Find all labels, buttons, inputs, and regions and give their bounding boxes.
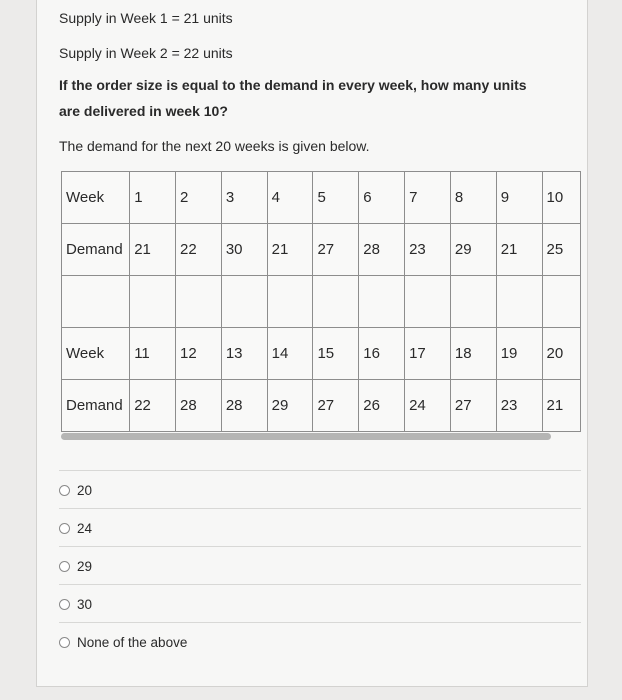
table-cell: 4 — [267, 172, 313, 224]
table-cell: 18 — [450, 328, 496, 380]
table-cell: 7 — [405, 172, 451, 224]
table-cell: 27 — [313, 380, 359, 432]
table-cell: 27 — [313, 224, 359, 276]
table-cell: 26 — [359, 380, 405, 432]
table-cell: 24 — [405, 380, 451, 432]
table-cell: 29 — [267, 380, 313, 432]
table-cell: 21 — [542, 380, 580, 432]
table-cell: 3 — [221, 172, 267, 224]
table-cell: 11 — [130, 328, 176, 380]
divider — [59, 546, 581, 547]
radio-button[interactable] — [59, 485, 70, 496]
option-20[interactable] — [59, 480, 92, 500]
table-cell: 5 — [313, 172, 359, 224]
divider — [59, 508, 581, 509]
table-cell: 16 — [359, 328, 405, 380]
divider — [59, 470, 581, 471]
table-cell — [267, 276, 313, 328]
divider — [59, 584, 581, 585]
table-cell: 12 — [176, 328, 222, 380]
table-cell: Week — [62, 328, 130, 380]
table-intro: The demand for the next 20 weeks is given below. — [59, 138, 370, 154]
table-cell: 9 — [496, 172, 542, 224]
table-row — [62, 380, 581, 432]
table-cell: 21 — [267, 224, 313, 276]
table-cell: 15 — [313, 328, 359, 380]
table-row — [62, 276, 581, 328]
table-cell: 21 — [130, 224, 176, 276]
table-cell: 27 — [450, 380, 496, 432]
table-cell: 22 — [176, 224, 222, 276]
demand-table — [61, 171, 581, 432]
table-cell: 1 — [130, 172, 176, 224]
table-cell: 25 — [542, 224, 580, 276]
table-cell: 28 — [176, 380, 222, 432]
table-cell: 28 — [359, 224, 405, 276]
table-row — [62, 172, 581, 224]
supply-week-1: Supply in Week 1 = 21 units — [59, 10, 233, 26]
supply-week-2: Supply in Week 2 = 22 units — [59, 45, 233, 61]
table-cell: 19 — [496, 328, 542, 380]
table-cell: 22 — [130, 380, 176, 432]
table-cell — [313, 276, 359, 328]
table-row — [62, 224, 581, 276]
table-cell: 20 — [542, 328, 580, 380]
question-card — [36, 0, 588, 687]
radio-button[interactable] — [59, 523, 70, 534]
option-none-of-the-above[interactable] — [59, 632, 187, 652]
option-30[interactable] — [59, 594, 92, 614]
radio-button[interactable] — [59, 561, 70, 572]
radio-button[interactable] — [59, 599, 70, 610]
table-cell — [221, 276, 267, 328]
table-cell: 23 — [405, 224, 451, 276]
table-cell: 23 — [496, 380, 542, 432]
table-cell: 30 — [221, 224, 267, 276]
question-prompt-line-2: are delivered in week 10? — [59, 103, 228, 119]
table-cell: 21 — [496, 224, 542, 276]
table-cell: 14 — [267, 328, 313, 380]
table-cell: 28 — [221, 380, 267, 432]
table-cell: Demand — [62, 224, 130, 276]
table-cell: 29 — [450, 224, 496, 276]
table-cell — [496, 276, 542, 328]
table-cell: 6 — [359, 172, 405, 224]
table-cell: 13 — [221, 328, 267, 380]
option-29[interactable] — [59, 556, 92, 576]
divider — [59, 622, 581, 623]
table-cell — [450, 276, 496, 328]
option-label: 29 — [77, 558, 93, 574]
table-cell: Demand — [62, 380, 130, 432]
table-horizontal-scrollbar[interactable] — [61, 433, 551, 440]
table-cell: 10 — [542, 172, 580, 224]
table-cell — [130, 276, 176, 328]
table-cell: Week — [62, 172, 130, 224]
option-label: 20 — [77, 482, 93, 498]
table-cell — [359, 276, 405, 328]
table-row — [62, 328, 581, 380]
radio-button[interactable] — [59, 637, 70, 648]
table-cell — [405, 276, 451, 328]
option-label: 30 — [77, 596, 93, 612]
table-cell: 2 — [176, 172, 222, 224]
table-cell — [62, 276, 130, 328]
option-24[interactable] — [59, 518, 92, 538]
question-prompt-line-1: If the order size is equal to the demand in every week, how many units — [59, 77, 527, 93]
option-label: 24 — [77, 520, 93, 536]
table-cell — [176, 276, 222, 328]
table-cell: 8 — [450, 172, 496, 224]
option-label: None of the above — [77, 634, 188, 650]
table-cell — [542, 276, 580, 328]
table-cell: 17 — [405, 328, 451, 380]
